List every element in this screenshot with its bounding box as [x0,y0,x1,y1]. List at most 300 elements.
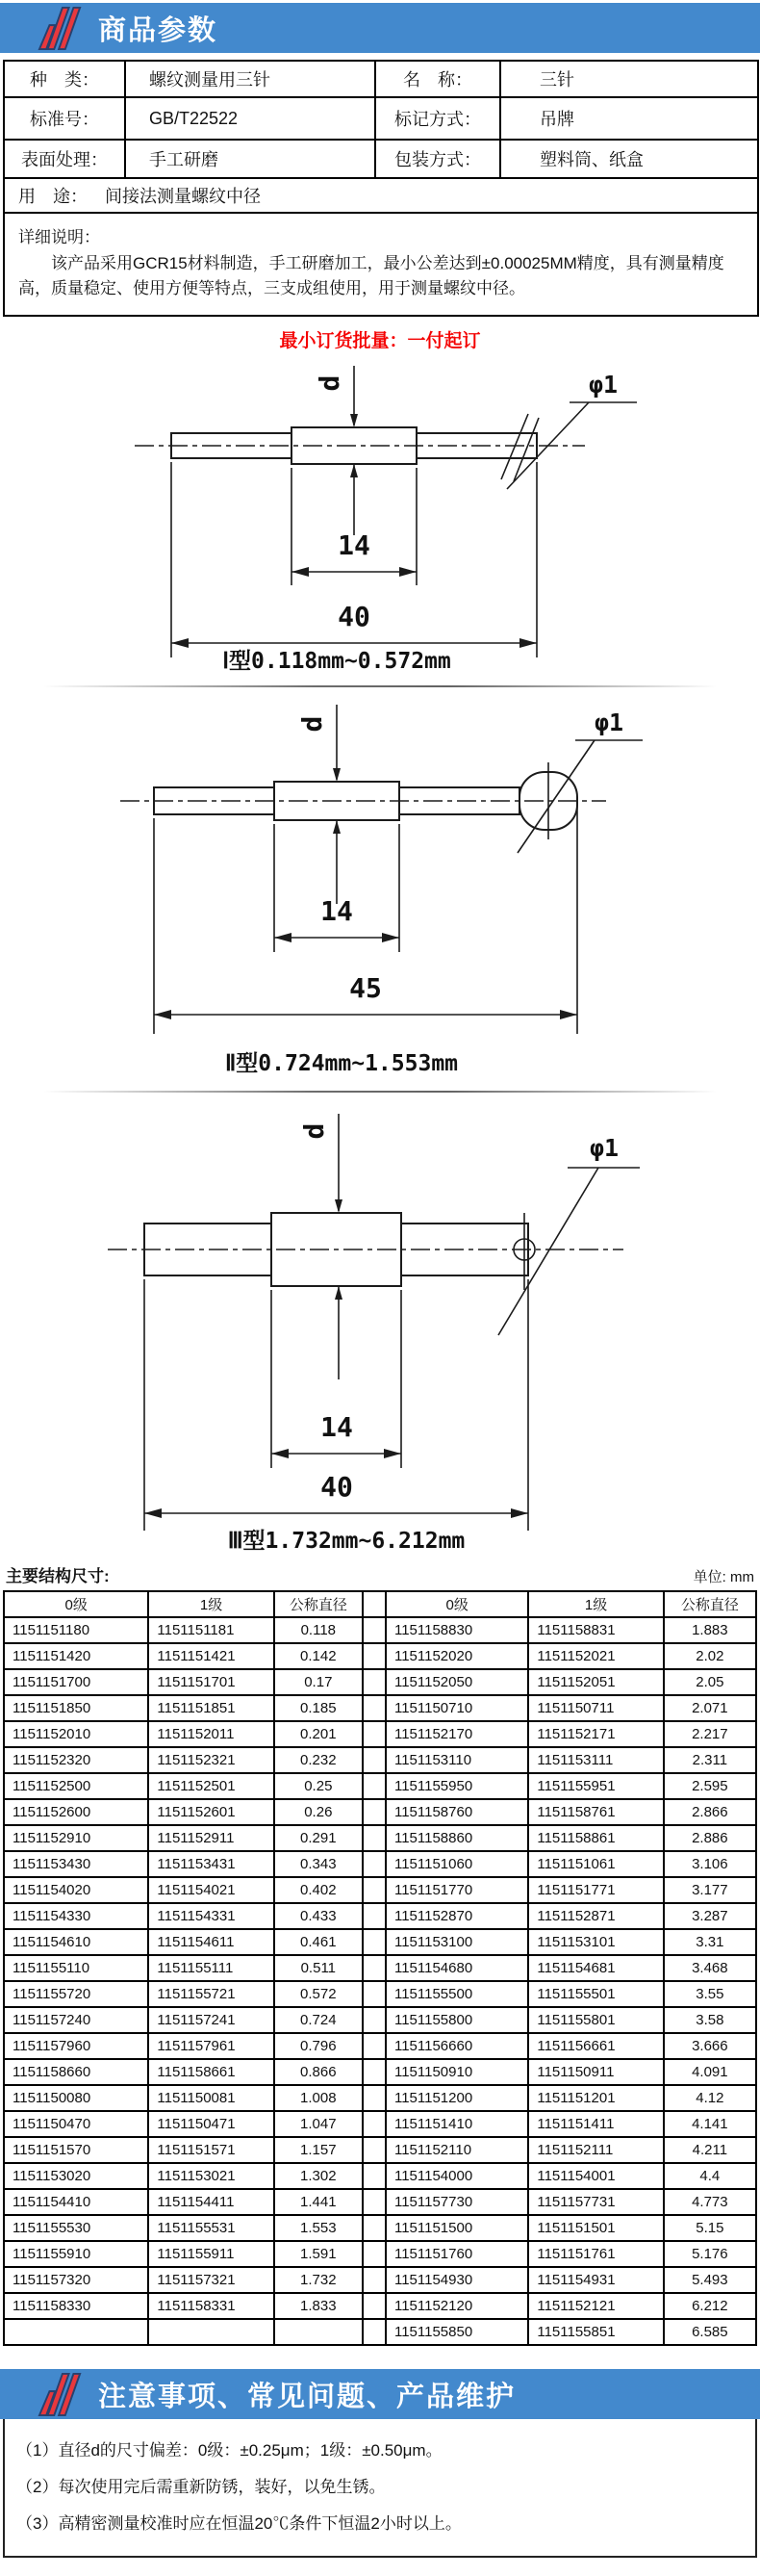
spec-label-standard: 标准号： [4,97,125,140]
size-cell: 1151158831 [528,1617,663,1643]
size-cell: 3.666 [664,2033,756,2059]
size-cell: 1151154331 [148,1903,273,1929]
notes-section-title: 注意事项、常见问题、产品维护 [98,2381,517,2412]
size-cell: 0.25 [274,1773,363,1799]
size-cell: 1151151850 [4,1695,148,1721]
size-cell: 1151153100 [386,1929,528,1955]
size-cell [4,2319,148,2345]
size-cell: 4.4 [664,2163,756,2189]
size-cell: 1151152600 [4,1799,148,1825]
size-cell-spacer [363,1773,386,1799]
size-table-row [4,1617,756,1643]
spec-value-surface: 手工研磨 [125,140,375,178]
size-cell-spacer [363,1669,386,1695]
size-cell: 1151151770 [386,1877,528,1903]
size-cell: 1151151410 [386,2111,528,2137]
size-cell: 1151154000 [386,2163,528,2189]
size-cell: 1151157241 [148,2007,273,2033]
total-dim-label-i: 40 [338,601,370,632]
size-cell: 2.886 [664,1825,756,1851]
total-dimension-iii [144,1279,528,1531]
spec-label-detail: 详细说明： [18,228,100,246]
size-cell: 1151151420 [4,1643,148,1669]
pin-outline-i [135,414,585,481]
size-cell-spacer [363,2033,386,2059]
type-ii-pin-diagram [0,687,760,1077]
size-table [3,1590,757,2346]
size-cell: 0.402 [274,1877,363,1903]
size-cell: 1151152120 [386,2293,528,2319]
size-table-row [4,2267,756,2293]
size-cell: 4.12 [664,2085,756,2111]
type-i-pin-diagram [0,354,760,672]
size-cell: 1151150081 [148,2085,273,2111]
size-cell: 1151155721 [148,1981,273,2007]
min-order-notice: 最小订货批量：一付起订 [279,331,481,351]
size-table-row [4,2189,756,2215]
phi-label: φ1 [594,708,624,736]
page-title: 商品参数 [98,14,218,46]
size-cell-spacer [363,2163,386,2189]
size-table-row [4,1721,756,1747]
size-cell: 1151155910 [4,2241,148,2267]
size-cell: 1151152321 [148,1747,273,1773]
size-cell: 1151152051 [528,1669,663,1695]
size-cell: 2.05 [664,1669,756,1695]
size-cell: 3.468 [664,1955,756,1981]
d-dimension-i [314,366,358,535]
size-table-row [4,2111,756,2137]
d-label: d [296,715,328,733]
size-cell: 6.585 [664,2319,756,2345]
size-cell: 1151151180 [4,1617,148,1643]
caption-type-iii: Ⅲ型1.732mm~6.212mm [227,1529,466,1554]
spec-row-surface [4,140,758,178]
size-cell: 0.291 [274,1825,363,1851]
size-cell: 1151155720 [4,1981,148,2007]
pin-outline-ii [120,762,606,839]
size-cell-spacer [363,1721,386,1747]
size-cell: 1151155950 [386,1773,528,1799]
phi-callout-iii [498,1134,640,1335]
size-cell: 2.217 [664,1721,756,1747]
col-header-diameter-right: 公称直径 [664,1591,756,1617]
size-table-row [4,2085,756,2111]
size-cell: 1151150710 [386,1695,528,1721]
size-cell: 0.343 [274,1851,363,1877]
size-cell: 1151152320 [4,1747,148,1773]
size-cell: 4.141 [664,2111,756,2137]
d-dimension-iii [298,1114,342,1379]
size-cell: 1151155110 [4,1955,148,1981]
size-cell: 1151150080 [4,2085,148,2111]
size-cell: 1151151761 [528,2241,663,2267]
size-cell: 1151154930 [386,2267,528,2293]
size-cell-spacer [363,2267,386,2293]
col-spacer [363,1591,386,1617]
size-cell: 3.287 [664,1903,756,1929]
size-cell: 3.55 [664,1981,756,2007]
spec-row-detail [4,213,758,316]
size-cell-spacer [363,1851,386,1877]
size-cell: 3.177 [664,1877,756,1903]
size-cell-spacer [363,1825,386,1851]
size-cell-spacer [363,2137,386,2163]
size-table-row [4,1825,756,1851]
size-cell: 1151154001 [528,2163,663,2189]
brand-triple-slash-icon [37,6,85,50]
size-cell: 1151152121 [528,2293,663,2319]
size-cell: 2.311 [664,1747,756,1773]
spec-value-marking: 吊牌 [500,97,758,140]
size-cell: 0.866 [274,2059,363,2085]
size-cell: 1151156661 [528,2033,663,2059]
col-header-grade0-left: 0级 [4,1591,148,1617]
size-table-row [4,1851,756,1877]
size-cell: 1.302 [274,2163,363,2189]
size-cell: 1151151851 [148,1695,273,1721]
size-cell: 1151152500 [4,1773,148,1799]
size-cell: 1151154610 [4,1929,148,1955]
size-cell: 1151150711 [528,1695,663,1721]
size-cell: 1151152171 [528,1721,663,1747]
size-cell: 3.106 [664,1851,756,1877]
size-cell: 0.26 [274,1799,363,1825]
size-cell: 2.02 [664,1643,756,1669]
size-cell: 1151153430 [4,1851,148,1877]
size-cell: 1.833 [274,2293,363,2319]
size-table-row [4,1773,756,1799]
section-banner-product-params [0,3,760,53]
caption-type-ii: Ⅱ型0.724mm~1.553mm [224,1051,459,1076]
size-cell: 1.047 [274,2111,363,2137]
size-cell: 1151155800 [386,2007,528,2033]
size-table-row [4,2007,756,2033]
size-table-row [4,2319,756,2345]
size-cell: 1151154410 [4,2189,148,2215]
size-cell: 0.142 [274,1643,363,1669]
size-cell: 1151155851 [528,2319,663,2345]
size-cell: 0.201 [274,1721,363,1747]
size-cell [274,2319,363,2345]
size-cell: 0.17 [274,1669,363,1695]
size-table-header-row [6,1562,754,1586]
size-cell [148,2319,273,2345]
size-cell: 1151154021 [148,1877,273,1903]
spec-label-packaging: 包装方式： [375,140,500,178]
mid-dim-label: 14 [320,1411,353,1443]
size-table-title: 主要结构尺寸: [6,1567,110,1585]
size-cell: 1151152501 [148,1773,273,1799]
size-cell: 1.732 [274,2267,363,2293]
size-cell: 1151153021 [148,2163,273,2189]
size-cell: 1151153111 [528,1747,663,1773]
size-cell-spacer [363,2215,386,2241]
size-cell: 4.773 [664,2189,756,2215]
size-cell: 1151151771 [528,1877,663,1903]
col-header-grade0-right: 0级 [386,1591,528,1617]
size-cell: 1151157731 [528,2189,663,2215]
size-cell: 1151151060 [386,1851,528,1877]
size-cell: 1.553 [274,2215,363,2241]
size-cell: 1151158860 [386,1825,528,1851]
size-cell-spacer [363,2059,386,2085]
d-label: d [314,374,345,392]
size-cell: 1151152050 [386,1669,528,1695]
size-table-head [4,1591,756,1617]
note-1: （1）直径d的尺寸偏差：0级：±0.25μm；1级：±0.50μm。 [16,2441,443,2460]
size-cell: 1151154611 [148,1929,273,1955]
size-cell: 1151152601 [148,1799,273,1825]
size-cell: 1151150911 [528,2059,663,2085]
spec-label-surface: 表面处理： [4,140,125,178]
size-cell: 3.58 [664,2007,756,2033]
spec-value-packaging: 塑料筒、纸盒 [500,140,758,178]
size-cell: 6.212 [664,2293,756,2319]
size-cell: 1151158830 [386,1617,528,1643]
spec-table [3,60,759,317]
size-table-row [4,1929,756,1955]
size-cell: 2.866 [664,1799,756,1825]
size-table-row [4,1695,756,1721]
size-cell: 1151152110 [386,2137,528,2163]
size-table-row [4,1669,756,1695]
size-cell: 5.15 [664,2215,756,2241]
size-cell-spacer [363,2111,386,2137]
size-cell: 1151155501 [528,1981,663,2007]
caption-type-i: Ⅰ型0.118mm~0.572mm [222,649,451,672]
size-cell: 0.118 [274,1617,363,1643]
size-cell: 1151151411 [528,2111,663,2137]
size-cell: 1.883 [664,1617,756,1643]
phi-callout-i [507,371,637,489]
size-cell: 1151156660 [386,2033,528,2059]
size-cell: 1151155111 [148,1955,273,1981]
size-cell: 0.724 [274,2007,363,2033]
size-cell: 0.796 [274,2033,363,2059]
spec-label-marking: 标记方式： [375,97,500,140]
size-cell: 1151151181 [148,1617,273,1643]
size-table-row [4,2163,756,2189]
size-cell: 1151150910 [386,2059,528,2085]
spec-value-name: 三针 [500,61,758,97]
size-cell: 1151152011 [148,1721,273,1747]
size-cell-spacer [363,2007,386,2033]
size-cell: 0.232 [274,1747,363,1773]
size-table-unit: 单位: mm [693,1569,754,1585]
size-table-row [4,2215,756,2241]
mid-dim-label: 14 [320,895,353,927]
size-cell: 1151152910 [4,1825,148,1851]
mid-dim-label: 14 [338,529,370,561]
size-cell: 1151154330 [4,1903,148,1929]
spec-detail-cell [4,213,758,316]
size-cell: 1151152021 [528,1643,663,1669]
size-cell: 0.511 [274,1955,363,1981]
total-dimension-ii [154,805,577,1034]
size-cell-spacer [363,2319,386,2345]
note-3: （3）高精密测量校准时应在恒温20℃条件下恒温2小时以上。 [16,2514,462,2533]
size-cell: 1151151700 [4,1669,148,1695]
d-label: d [298,1122,330,1140]
size-cell: 1151154411 [148,2189,273,2215]
spec-label-name: 名 称： [375,61,500,97]
size-cell-spacer [363,1955,386,1981]
size-cell: 1151151061 [528,1851,663,1877]
spec-value-standard: GB/T22522 [125,97,375,140]
size-cell: 4.211 [664,2137,756,2163]
size-cell-spacer [363,1903,386,1929]
size-cell: 1151154681 [528,1955,663,1981]
d-dimension-ii [296,705,341,904]
size-cell: 1151157961 [148,2033,273,2059]
size-cell: 1151151570 [4,2137,148,2163]
size-cell: 1151153110 [386,1747,528,1773]
size-cell: 1151152911 [148,1825,273,1851]
section-banner-notes [0,2369,760,2419]
size-cell-spacer [363,2189,386,2215]
size-cell: 1151153101 [528,1929,663,1955]
size-cell: 1151151760 [386,2241,528,2267]
size-cell: 1.157 [274,2137,363,2163]
size-cell: 1151152111 [528,2137,663,2163]
notes-box [3,2419,757,2558]
size-cell: 0.185 [274,1695,363,1721]
size-cell: 1151151501 [528,2215,663,2241]
size-cell: 1151151701 [148,1669,273,1695]
size-cell: 1151150470 [4,2111,148,2137]
size-cell: 0.572 [274,1981,363,2007]
size-cell: 1151151500 [386,2215,528,2241]
size-cell: 1151158660 [4,2059,148,2085]
size-cell-spacer [363,2293,386,2319]
size-table-row [4,1747,756,1773]
col-header-grade1-right: 1级 [528,1591,663,1617]
size-table-row [4,2293,756,2319]
size-cell: 1151158760 [386,1799,528,1825]
size-cell: 1151158861 [528,1825,663,1851]
size-table-row [4,1903,756,1929]
size-cell: 1151151421 [148,1643,273,1669]
size-table-row [4,1955,756,1981]
size-cell: 0.461 [274,1929,363,1955]
pin-outline-iii [108,1213,623,1290]
spec-usage-cell [4,178,758,213]
phi-label: φ1 [589,1134,620,1162]
size-cell-spacer [363,1981,386,2007]
col-header-grade1-left: 1级 [148,1591,273,1617]
phi-label: φ1 [588,371,619,399]
size-cell: 1151151201 [528,2085,663,2111]
size-table-row [4,1981,756,2007]
total-dim-label-ii: 45 [349,972,382,1004]
size-cell: 1151153431 [148,1851,273,1877]
size-cell: 1.591 [274,2241,363,2267]
size-cell: 1151157240 [4,2007,148,2033]
size-cell: 1151154931 [528,2267,663,2293]
size-cell: 1151152010 [4,1721,148,1747]
total-dim-label-iii: 40 [320,1471,353,1503]
size-cell: 5.176 [664,2241,756,2267]
mid-dimension-iii [271,1290,401,1468]
size-cell: 1151155951 [528,1773,663,1799]
spec-value-type: 螺纹测量用三针 [125,61,375,97]
size-cell: 0.433 [274,1903,363,1929]
size-cell: 1151158330 [4,2293,148,2319]
size-cell-spacer [363,1877,386,1903]
size-cell: 1151155531 [148,2215,273,2241]
size-cell: 1151152871 [528,1903,663,1929]
size-cell: 4.091 [664,2059,756,2085]
size-cell: 1.008 [274,2085,363,2111]
size-cell: 1151152870 [386,1903,528,1929]
size-cell-spacer [363,1643,386,1669]
size-cell-spacer [363,2085,386,2111]
size-table-row [4,1643,756,1669]
size-cell: 1151157960 [4,2033,148,2059]
size-cell-spacer [363,1617,386,1643]
size-cell: 1151157730 [386,2189,528,2215]
type-iii-pin-diagram [0,1093,760,1555]
spec-row-type [4,61,758,97]
size-cell: 1151152020 [386,1643,528,1669]
size-cell: 1151155500 [386,1981,528,2007]
size-cell: 1151154020 [4,1877,148,1903]
size-table-row [4,1877,756,1903]
size-cell: 1151155530 [4,2215,148,2241]
size-cell-spacer [363,1799,386,1825]
size-cell: 1151151200 [386,2085,528,2111]
size-table-row [4,2059,756,2085]
size-cell: 1151150471 [148,2111,273,2137]
size-cell: 2.071 [664,1695,756,1721]
size-table-row [4,2241,756,2267]
size-cell-spacer [363,1695,386,1721]
size-table-row [4,2137,756,2163]
size-cell: 1151157320 [4,2267,148,2293]
brand-triple-slash-icon [37,2372,85,2416]
size-cell: 1151154680 [386,1955,528,1981]
size-cell: 1151153020 [4,2163,148,2189]
spec-label-type: 种 类： [4,61,125,97]
size-cell: 1151151571 [148,2137,273,2163]
phi-callout-ii [518,708,643,853]
size-cell: 1151155801 [528,2007,663,2033]
spec-row-standard [4,97,758,140]
size-cell: 1151158661 [148,2059,273,2085]
size-table-row [4,2033,756,2059]
note-2: （2）每次使用完后需重新防锈，装好，以免生锈。 [16,2478,386,2496]
size-cell-spacer [363,2241,386,2267]
size-cell: 1151158761 [528,1799,663,1825]
spec-row-usage [4,178,758,213]
size-cell: 2.595 [664,1773,756,1799]
size-table-row [4,1799,756,1825]
size-cell: 1151157321 [148,2267,273,2293]
col-header-diameter-left: 公称直径 [274,1591,363,1617]
spec-label-usage: 用 途： [18,187,88,206]
spec-value-usage: 间接法测量螺纹中径 [105,187,261,206]
size-cell-spacer [363,1747,386,1773]
size-cell: 1.441 [274,2189,363,2215]
size-cell: 3.31 [664,1929,756,1955]
size-cell-spacer [363,1929,386,1955]
size-cell: 1151152170 [386,1721,528,1747]
size-cell: 1151155911 [148,2241,273,2267]
size-cell: 1151158331 [148,2293,273,2319]
spec-detail-text: 该产品采用GCR15材料制造，手工研磨加工，最小公差达到±0.00025MM精度，具有测量精度高，质量稳定、使用方便等特点，三支成组使用，用于测量螺纹中径。 [18,254,724,297]
size-cell: 5.493 [664,2267,756,2293]
